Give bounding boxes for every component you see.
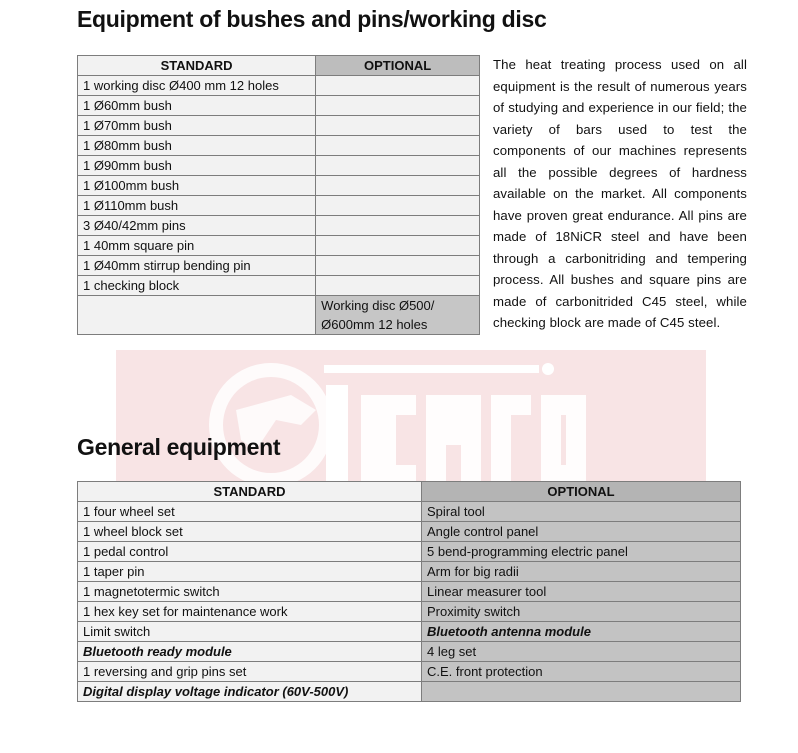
optional-cell-working-disc: Working disc Ø500/Ø600mm 12 holes — [316, 296, 480, 335]
optional-cell — [316, 256, 480, 276]
table-row — [78, 256, 480, 276]
standard-cell: 1 four wheel set — [78, 502, 422, 522]
heat-treatment-description — [493, 54, 747, 334]
table-row — [78, 76, 480, 96]
section-title-general-equipment: General equipment — [77, 434, 281, 460]
table-row — [78, 662, 741, 682]
standard-cell: Digital display voltage indicator (60V-500V) — [78, 682, 422, 702]
optional-cell — [316, 176, 480, 196]
standard-cell: 1 checking block — [78, 276, 316, 296]
standard-cell: 1 Ø110mm bush — [78, 196, 316, 216]
optional-cell: Proximity switch — [422, 602, 741, 622]
optional-cell — [422, 682, 741, 702]
table-row — [78, 542, 741, 562]
optional-cell — [316, 276, 480, 296]
optional-cell — [316, 136, 480, 156]
header-optional: OPTIONAL — [316, 56, 480, 76]
general-equipment-table — [77, 481, 741, 702]
standard-cell: 1 Ø60mm bush — [78, 96, 316, 116]
watermark-logo — [116, 350, 706, 485]
standard-cell: 1 magnetotermic switch — [78, 582, 422, 602]
optional-cell — [316, 236, 480, 256]
standard-cell: 3 Ø40/42mm pins — [78, 216, 316, 236]
table-row — [78, 116, 480, 136]
standard-cell: 1 40mm square pin — [78, 236, 316, 256]
table-row — [78, 176, 480, 196]
icaro-logo-icon — [116, 350, 706, 485]
optional-cell: 4 leg set — [422, 642, 741, 662]
table-row — [78, 642, 741, 662]
optional-cell: Angle control panel — [422, 522, 741, 542]
header-optional: OPTIONAL — [422, 482, 741, 502]
table-row — [78, 622, 741, 642]
optional-cell: Spiral tool — [422, 502, 741, 522]
bushes-pins-table — [77, 55, 480, 335]
optional-cell: C.E. front protection — [422, 662, 741, 682]
standard-cell: 1 working disc Ø400 mm 12 holes — [78, 76, 316, 96]
standard-cell — [78, 296, 316, 335]
optional-cell: Linear measurer tool — [422, 582, 741, 602]
optional-cell: Arm for big radii — [422, 562, 741, 582]
table-row — [78, 582, 741, 602]
standard-cell: 1 Ø100mm bush — [78, 176, 316, 196]
table-row — [78, 136, 480, 156]
table-header-row — [78, 482, 741, 502]
header-standard: STANDARD — [78, 482, 422, 502]
standard-cell: 1 Ø70mm bush — [78, 116, 316, 136]
table-row — [78, 296, 480, 335]
table-row — [78, 96, 480, 116]
optional-cell: Bluetooth antenna module — [422, 622, 741, 642]
standard-cell: 1 pedal control — [78, 542, 422, 562]
description-text: The heat treating process used on all equipment is the result of numerous years of studying and experience in our field; the variety of bars used to test the components of our machines represents all the possible degrees of hardness available on the market. All components have proven great endurance. All pins are made of 18NiCR steel and have been through a carbonitriding and tempering process. All bushes and square pins are made of carbonitrided C45 steel, while checking block are made of C45 steel. — [493, 57, 747, 330]
table-row — [78, 522, 741, 542]
standard-cell: 1 reversing and grip pins set — [78, 662, 422, 682]
table-header-row — [78, 56, 480, 76]
standard-cell: 1 Ø80mm bush — [78, 136, 316, 156]
table-row — [78, 236, 480, 256]
table-row — [78, 156, 480, 176]
table-row — [78, 602, 741, 622]
standard-cell: Limit switch — [78, 622, 422, 642]
standard-cell: Bluetooth ready module — [78, 642, 422, 662]
standard-cell: 1 taper pin — [78, 562, 422, 582]
standard-cell: 1 Ø40mm stirrup bending pin — [78, 256, 316, 276]
section-title-bushes-pins: Equipment of bushes and pins/working disc — [77, 6, 547, 32]
optional-cell — [316, 116, 480, 136]
table-row — [78, 196, 480, 216]
table-row — [78, 216, 480, 236]
optional-cell: 5 bend-programming electric panel — [422, 542, 741, 562]
table-row — [78, 276, 480, 296]
optional-cell — [316, 216, 480, 236]
optional-cell — [316, 76, 480, 96]
header-standard: STANDARD — [78, 56, 316, 76]
standard-cell: 1 hex key set for maintenance work — [78, 602, 422, 622]
standard-cell: 1 Ø90mm bush — [78, 156, 316, 176]
optional-cell — [316, 156, 480, 176]
table-row — [78, 682, 741, 702]
table-row — [78, 502, 741, 522]
standard-cell: 1 wheel block set — [78, 522, 422, 542]
table-row — [78, 562, 741, 582]
optional-cell — [316, 196, 480, 216]
optional-cell — [316, 96, 480, 116]
